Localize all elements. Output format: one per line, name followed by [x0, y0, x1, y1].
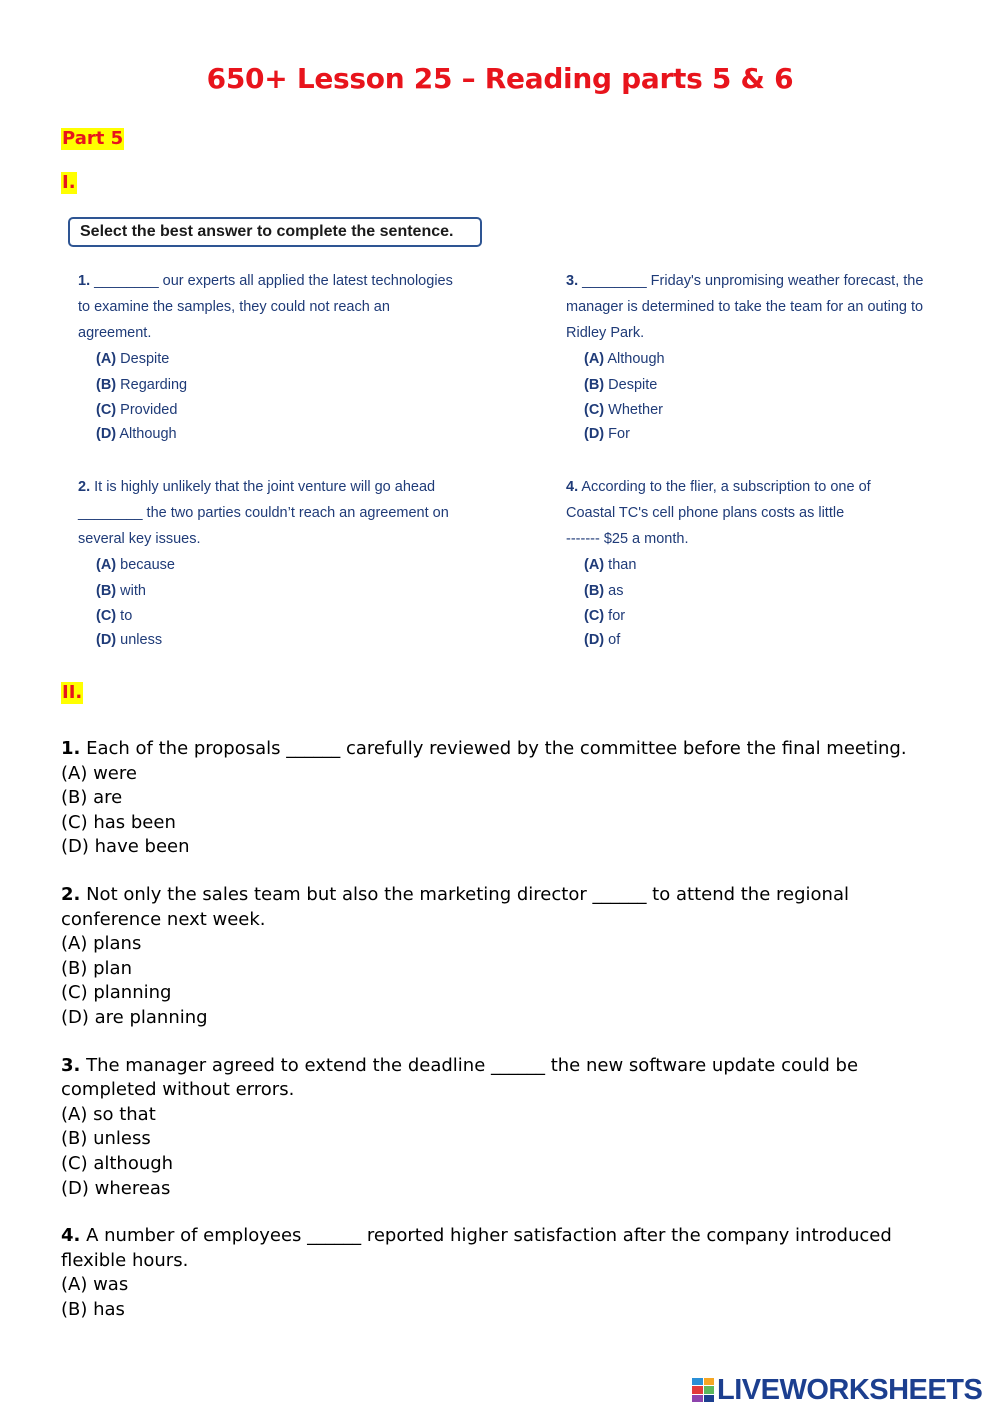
page-title: 650+ Lesson 25 – Reading parts 5 & 6 [206, 62, 794, 95]
answer-option[interactable]: (B) as [584, 583, 624, 599]
question-number: 2. [61, 883, 81, 905]
answer-option[interactable]: (B) are [61, 787, 123, 809]
answer-option[interactable]: (C) has been [61, 811, 176, 833]
answer-option[interactable]: (C) although [61, 1152, 174, 1174]
answer-option[interactable]: (D) whereas [61, 1177, 171, 1199]
answer-option[interactable]: (D) Although [96, 426, 177, 442]
answer-option[interactable]: (D) For [584, 426, 630, 442]
question-number: 4. [61, 1225, 81, 1247]
question-stem-line: several key issues. [78, 531, 201, 547]
answer-option[interactable]: (B) Despite [584, 377, 658, 393]
answer-option[interactable]: (A) than [584, 557, 637, 573]
question-stem-line: agreement. [78, 325, 152, 341]
answer-option[interactable]: (C) Provided [96, 402, 178, 418]
question-stem-line: ________ the two parties couldn’t reach an agreement on [78, 505, 449, 521]
answer-option[interactable]: (A) were [61, 762, 137, 784]
section1-question-1 [78, 268, 458, 446]
question-number: 2. [78, 479, 91, 495]
question-number: 4. [566, 479, 579, 495]
section-2 [61, 737, 941, 1345]
answer-option[interactable]: (A) Despite [96, 351, 170, 367]
question-stem-line: Ridley Park. [566, 325, 645, 341]
logo-text: LIVEWORKSHEETS [717, 1373, 983, 1406]
answer-option[interactable]: (C) for [584, 608, 626, 624]
answer-option[interactable]: (D) have been [61, 836, 190, 858]
question-stem: The manager agreed to extend the deadline ______ the new software update could be completed without errors. [61, 1054, 859, 1101]
question-stem-line: manager is determined to take the team for an outing to [566, 299, 924, 315]
section2-question-1 [61, 737, 941, 860]
answer-option[interactable]: (D) of [584, 632, 621, 648]
question-stem-line: ------- $25 a month. [566, 531, 689, 547]
question-number: 3. [61, 1054, 81, 1076]
answer-option[interactable]: (A) was [61, 1274, 129, 1296]
answer-option[interactable]: (A) because [96, 557, 175, 573]
question-number: 1. [61, 738, 81, 759]
question-stem: A number of employees ______ reported higher satisfaction after the company introduced flexible hours. [61, 1225, 892, 1271]
answer-option[interactable]: (B) plan [61, 957, 132, 979]
answer-option[interactable]: (B) Regarding [96, 377, 188, 393]
answer-option[interactable]: (C) to [96, 608, 133, 624]
question-stem-line: Coastal TC's cell phone plans costs as little [566, 505, 845, 521]
answer-option[interactable]: (C) Whether [584, 402, 663, 418]
logo-blocks-icon [692, 1378, 714, 1402]
section-2-label: II. [62, 682, 83, 703]
answer-option[interactable]: (A) Although [584, 351, 665, 367]
answer-option[interactable]: (B) with [96, 583, 146, 599]
answer-option[interactable]: (B) unless [61, 1128, 151, 1150]
section2-question-4 [61, 1224, 941, 1322]
question-stem: Each of the proposals ______ carefully reviewed by the committee before the final meeting. [80, 738, 907, 759]
answer-option[interactable]: (A) so that [61, 1103, 156, 1125]
instruction-box: Select the best answer to complete the sentence. [68, 217, 482, 247]
part-label: Part 5 [62, 128, 124, 149]
answer-option[interactable]: (C) planning [61, 982, 172, 1004]
section2-question-3 [61, 1054, 941, 1202]
section1-question-4 [566, 474, 946, 652]
question-stem-line: It is highly unlikely that the joint venture will go ahead [90, 479, 436, 495]
section2-question-2 [61, 883, 941, 1031]
liveworksheets-logo[interactable] [692, 1374, 982, 1406]
answer-option[interactable]: (B) has [61, 1298, 125, 1320]
section-1-label: I. [62, 172, 76, 193]
answer-option[interactable]: (D) unless [96, 632, 163, 648]
question-stem-line: ________ our experts all applied the latest technologies [90, 273, 453, 289]
answer-option[interactable]: (D) are planning [61, 1006, 208, 1028]
question-stem-line: According to the flier, a subscription to one of [578, 479, 871, 495]
question-stem-line: ________ Friday's unpromising weather forecast, the [578, 273, 924, 289]
question-number: 1. [78, 273, 91, 289]
answer-option[interactable]: (A) plans [61, 933, 142, 955]
section1-question-3 [566, 268, 946, 446]
question-stem: Not only the sales team but also the marketing director ______ to attend the regional conference next week. [61, 883, 849, 930]
question-number: 3. [566, 273, 579, 289]
question-stem-line: to examine the samples, they could not reach an [78, 299, 390, 315]
section1-question-2 [78, 474, 458, 652]
